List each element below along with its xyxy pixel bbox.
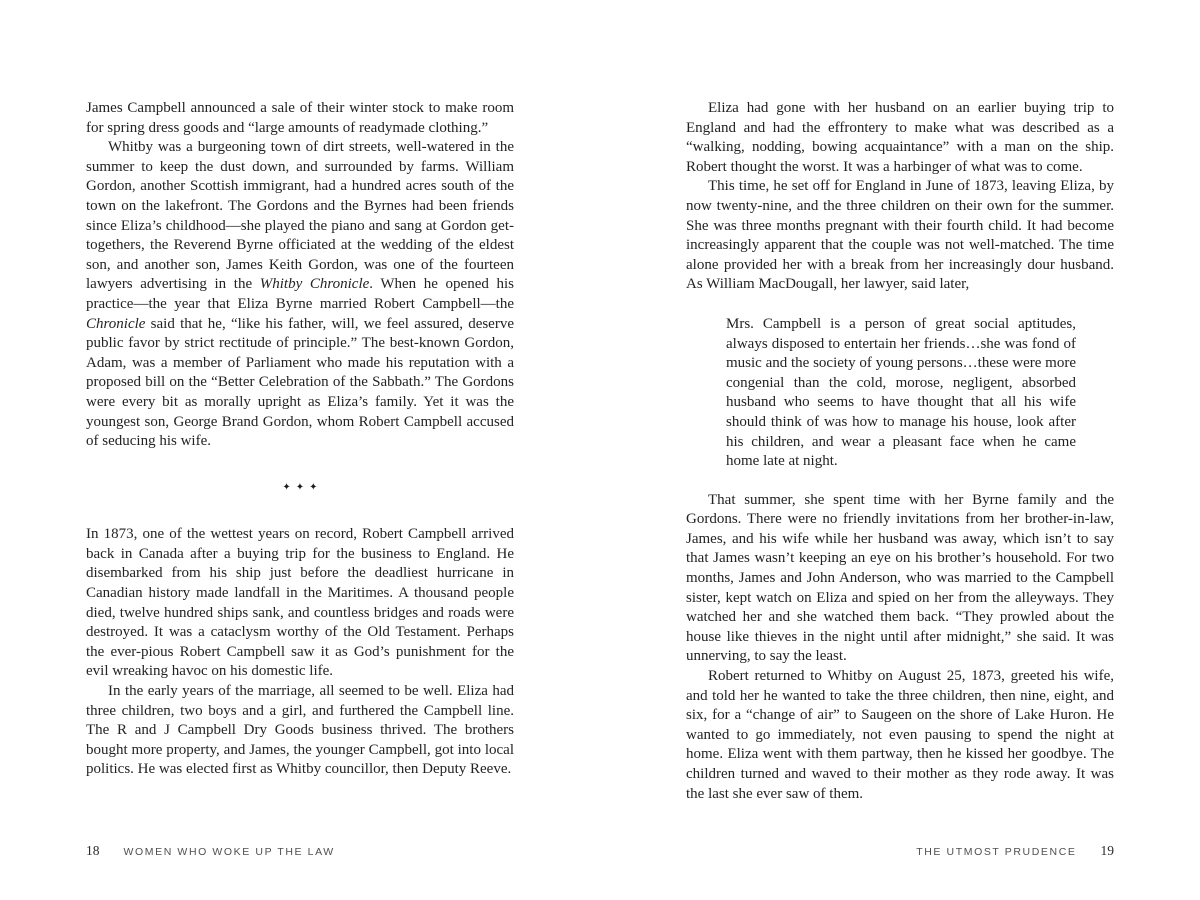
body-paragraph: In 1873, one of the wettest years on record, Robert Campbell arrived back in Canada after a buying trip for the business to England. He disembarked from his ship just before the deadliest hurricane in Canadian history made landfall in the Maritimes. A thousand people died, twelve hundred ships sank, and countless bridges and roads were destroyed. It was a cataclysm worthy of the Old Testament. Perhaps the ever-pious Robert Campbell saw it as God’s punishment for the evil wreaking havoc on his domestic life.: [86, 526, 514, 680]
left-page-text-column: [86, 99, 514, 780]
right-page: [600, 0, 1200, 900]
page-number: 18: [86, 843, 100, 858]
page-number: 19: [1100, 843, 1114, 858]
body-paragraph: That summer, she spent time with her Byrne family and the Gordons. There were no friendly invitations from her brother-in-law, James, and his wife while her husband was away, which isn’t to say that James wasn’t keeping an eye on his brother’s household. For two months, James and John Anderson, who was married to the Campbell sister, kept watch on Eliza and spied on her from the alleyways. They watched her and she watched them back. “They prowled about the house like thieves in the night until after midnight,” she said. It was unnerving, to say the least.: [686, 491, 1114, 665]
body-paragraph: This time, he set off for England in June of 1873, leaving Eliza, by now twenty-nine, and the three children on their own for the summer. She was three months pregnant with their fourth child. It had become increasingly apparent that the couple was not well-matched. The time alone provided her with a break from her increasingly dour husband. As William MacDougall, her lawyer, said later,: [686, 178, 1114, 293]
running-title-book: WOMEN WHO WOKE UP THE LAW: [123, 846, 335, 858]
right-page-text-column: [686, 99, 1114, 804]
body-paragraph: James Campbell announced a sale of their winter stock to make room for spring dress goods and “large amounts of readymade clothing.”: [86, 100, 514, 136]
body-paragraph: Whitby was a burgeoning town of dirt streets, well-watered in the summer to keep the dust down, and surrounded by farms. William Gordon, another Scottish immigrant, had a hundred acres south of the town on the lakefront. The Gordons and the Byrnes had been friends since Eliza’s childhood—she played the piano and sang at Gordon get-togethers, the Reverend Byrne officiated at the wedding of the eldest son, and another son, James Keith Gordon, was one of the fourteen lawyers advertising in the Whitby Chronicle. When he opened his practice—the year that Eliza Byrne married Robert Campbell—the Chronicle said that he, “like his father, will, we feel assured, deserve public favor by strict rectitude of principle.” The best-known Gordon, Adam, was a member of Parliament who made his reputation with a proposed bill on the “Better Celebration of the Sabbath.” The Gordons were every bit as morally upright as Eliza’s family. Yet it was the youngest son, George Brand Gordon, whom Robert Campbell accused of seducing his wife.: [86, 139, 514, 450]
left-page-footer: [86, 843, 514, 859]
right-page-footer: [686, 843, 1114, 859]
body-paragraph: In the early years of the marriage, all seemed to be well. Eliza had three children, two boys and a girl, and furthered the Campbell line. The R and J Campbell Dry Goods business thrived. The brothers bought more property, and James, the younger Campbell, got into local politics. He was elected first as Whitby councillor, then Deputy Reeve.: [86, 683, 514, 778]
block-quote: Mrs. Campbell is a person of great social aptitudes, always disposed to entertain her friends…she was fond of music and the society of young persons…these were more congenial than the cold, morose, negligent, absorbed husband who seems to have thought that all his wife should think of was how to manage his house, look after his children, and wear a pleasant face when he came home late at night.: [726, 315, 1076, 470]
body-paragraph: Robert returned to Whitby on August 25, 1873, greeted his wife, and told her he wanted to take the three children, then nine, eight, and six, for a “change of air” to Saugeen on the shore of Lake Huron. He wanted to go immediately, not even pausing to spend the night at home. Eliza went with them partway, then he kissed her goodbye. The children turned and waved to their mother as they rode away. It was the last she ever saw of them.: [686, 668, 1114, 802]
section-break-ornament: ✦✦✦: [282, 481, 323, 493]
running-title-chapter: THE UTMOST PRUDENCE: [916, 846, 1077, 858]
body-paragraph: Eliza had gone with her husband on an earlier buying trip to England and had the effrontery to make what was described as a “walking, nodding, bowing acquaintance” with a man on the ship. Robert thought the worst. It was a harbinger of what was to come.: [686, 100, 1114, 175]
